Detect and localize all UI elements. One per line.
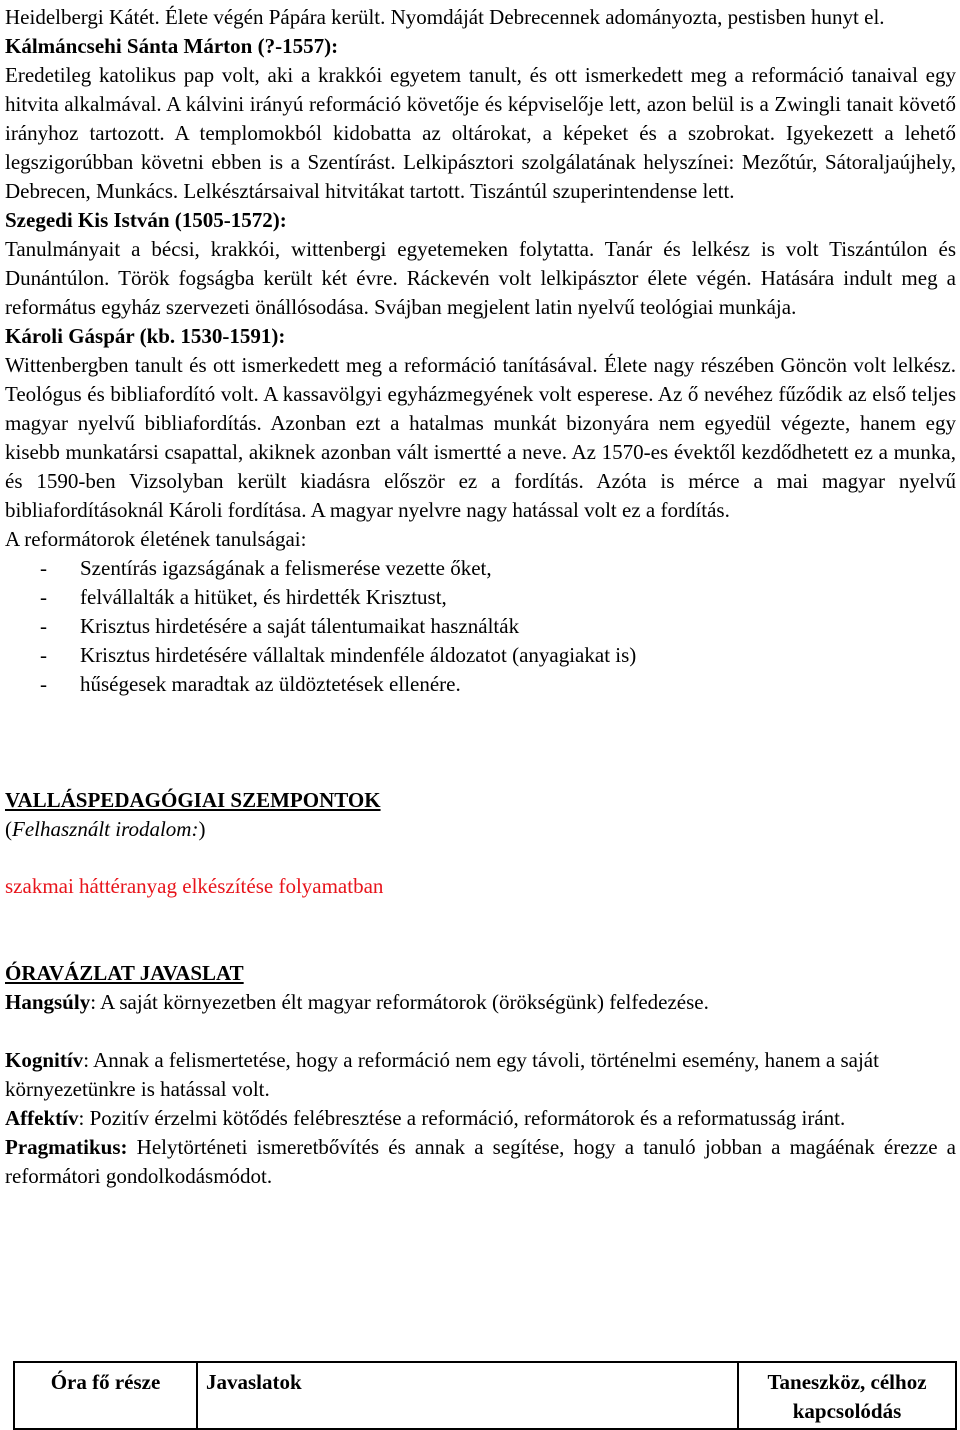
list-item	[5, 670, 956, 699]
list-item-text: felvállalták a hitüket, és hirdették Krisztust,	[80, 585, 447, 609]
list-item-text: Krisztus hirdetésére a saját tálentumaikat használták	[80, 614, 520, 638]
literature-label: Felhasznált irodalom:	[12, 817, 199, 841]
list-item-text: Krisztus hirdetésére vállaltak mindenféle áldozatot (anyagiakat is)	[80, 643, 637, 667]
cognitive-goal	[5, 1046, 956, 1104]
pragmatic-goal	[5, 1133, 956, 1191]
emphasis-label: Hangsúly	[5, 990, 91, 1014]
document-page	[5, 3, 956, 1191]
intro-paragraph: Heidelbergi Kátét. Élete végén Pápára került. Nyomdáját Debrecennek adományozta, pestisben hunyt el.	[5, 5, 885, 29]
reformer-body-szegedi: Tanulmányait a bécsi, krakkói, wittenbergi egyetemeken folytatta. Tanár és lelkész is volt Tiszántúlon és Dunántúlon. Török fogságba került két évre. Ráckevén volt lelkipásztor élete végén. Hatására indult meg a református egyház szervezeti önállósodása. Svájban megjelent latin nyelvű teológiai munkája.	[5, 237, 956, 319]
lessons-title: A reformátorok életének tanulságai:	[5, 527, 307, 551]
list-item-text: Szentírás igazságának a felismerése vezette őket,	[80, 556, 492, 580]
table-header-cell: Óra fő része	[14, 1362, 197, 1429]
dash-bullet: -	[40, 614, 47, 638]
literature-open-paren: (	[5, 817, 12, 841]
lesson-plan-table	[13, 1361, 957, 1430]
reformer-body-kalmancsehi: Eredetileg katolikus pap volt, aki a krakkói egyetem tanult, és ott ismerkedett meg a reformáció tanaival egy hitvita alkalmával. A kálvini irányú reformáció követője és képviselője lett, azon belül is a Zwingli tanait követő irányhoz tartozott. A templomokból kidobatta az oltárokat, a képeket és a szobrokat. Igyekezett a lehető legszigorúbban követni ebben is a Szentírást. Lelkipásztori szolgálatának helyszínei: Mezőtúr, Sátoraljaújhely, Debrecen, Munkács. Lelkésztársaival hitvitákat tartott. Tiszántúl szuperintendense lett.	[5, 63, 956, 203]
dash-bullet: -	[40, 585, 47, 609]
dash-bullet: -	[40, 643, 47, 667]
status-note: szakmai háttéranyag elkészítése folyamatban	[5, 874, 384, 898]
list-item-text: hűségesek maradtak az üldöztetések ellenére.	[80, 672, 461, 696]
cognitive-label: Kognitív	[5, 1048, 84, 1072]
pragmatic-text: Helytörténeti ismeretbővítés és annak a segítése, hogy a tanuló jobban a magáénak érezze a reformátori gondolkodásmódot.	[5, 1135, 956, 1188]
reformer-heading-kalmancsehi: Kálmáncsehi Sánta Márton (?-1557):	[5, 34, 339, 58]
lessons-list	[5, 554, 956, 699]
reformer-heading-karoli: Károli Gáspár (kb. 1530-1591):	[5, 324, 286, 348]
affective-label: Affektív	[5, 1106, 79, 1130]
reformer-body-karoli: Wittenbergben tanult és ott ismerkedett meg a reformáció tanításával. Élete nagy részében Göncön volt lelkész. Teológus és bibliafordító volt. A kassavölgyi egyházmegyének volt esperese. Az ő nevéhez fűződik az első teljes magyar nyelvű bibliafordítás. Azonban ezt a hatalmas munkát bizonyára nem egyedül végezte, hanem egy kisebb munkatársi csapattal, akiknek azonban vált ismertté a neve. Az 1570-es évektől kezdődhetett ez a munka, és 1590-ben Vizsolyban került kiadásra először ez a fordítás. Azóta is mérce a mai magyar nyelvű bibliafordításoknál Károli fordítása. A magyar nyelvre nagy hatással volt ez a fordítás.	[5, 353, 956, 522]
pragmatic-label: Pragmatikus:	[5, 1135, 128, 1159]
list-item	[5, 612, 956, 641]
cognitive-text: : Annak a felismertetése, hogy a reformáció nem egy távoli, történelmi esemény, hanem a saját környezetünkre is hatással volt.	[5, 1048, 879, 1101]
reformer-heading-szegedi: Szegedi Kis István (1505-1572):	[5, 208, 287, 232]
literature-line	[5, 815, 956, 844]
emphasis-line	[5, 988, 956, 1017]
list-item	[5, 554, 956, 583]
table-header-cell: Taneszköz, célhoz kapcsolódás	[738, 1362, 956, 1429]
list-item	[5, 583, 956, 612]
affective-goal	[5, 1104, 956, 1133]
affective-text: : Pozitív érzelmi kötődés felébresztése a reformáció, reformátorok és a reformatusság iránt.	[78, 1106, 846, 1130]
pedagogy-heading: VALLÁSPEDAGÓGIAI SZEMPONTOK	[5, 788, 381, 812]
list-item	[5, 641, 956, 670]
dash-bullet: -	[40, 672, 47, 696]
literature-close-paren: )	[198, 817, 206, 841]
table-header-cell: Javaslatok	[197, 1362, 738, 1429]
lesson-plan-heading: ÓRAVÁZLAT JAVASLAT	[5, 961, 244, 985]
dash-bullet: -	[40, 556, 47, 580]
emphasis-text: : A saját környezetben élt magyar reformátorok (örökségünk) felfedezése.	[90, 990, 709, 1014]
table-header-row	[14, 1362, 956, 1429]
